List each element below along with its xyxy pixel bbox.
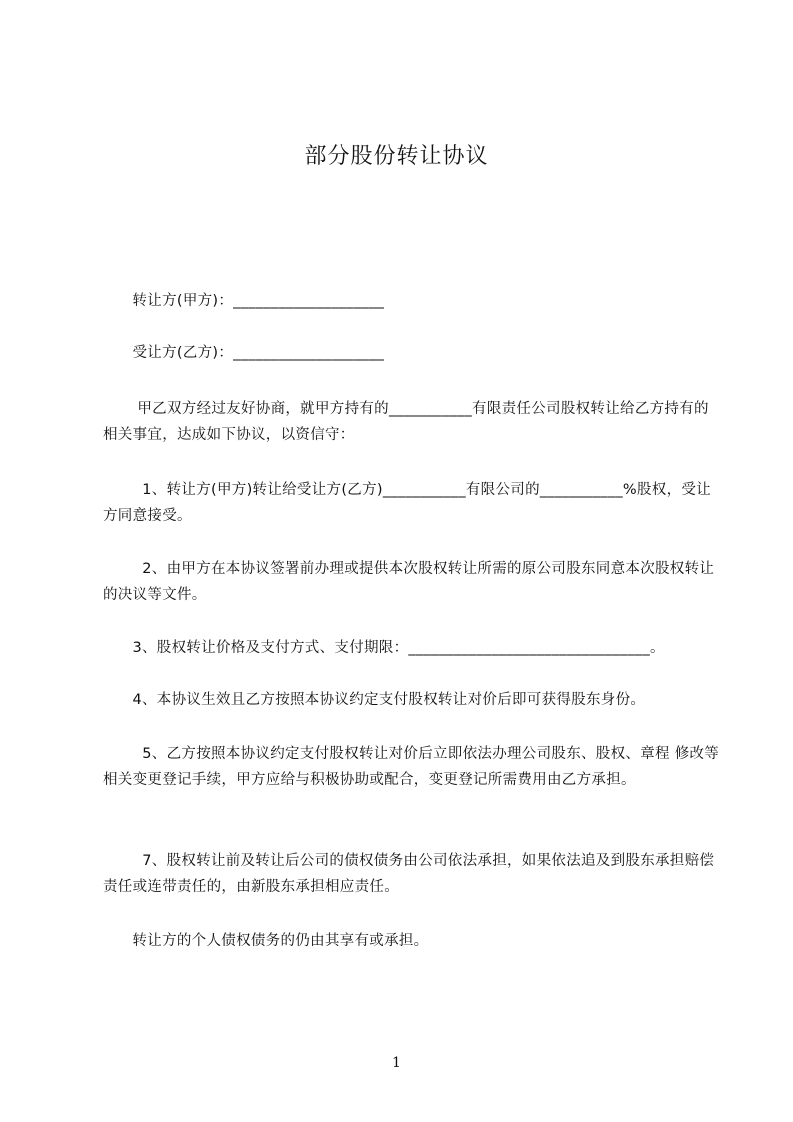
clause-3: 3、股权转让价格及支付方式、支付期限：________________________________。 bbox=[103, 640, 665, 656]
page-number: 1 bbox=[392, 1055, 401, 1071]
clause-7: 7、股权转让前及转让后公司的债权债务由公司依法承担，如果依法追及到股东承担赔偿责任或连带责任的，由新股东承担相应责任。 bbox=[103, 853, 715, 895]
clause-1: 1、转让方(甲方)转让给受让方(乙方)___________有限公司的___________%股权，受让方同意接受。 bbox=[103, 482, 712, 524]
clause-5: 5、乙方按照本协议约定支付股权转让对价后立即依法办理公司股东、股权、章程 修改等相关变更登记手续，甲方应给与积极协助或配合，变更登记所需费用由乙方承担。 bbox=[103, 746, 720, 788]
party-b-line: 受让方(乙方)：____________________ bbox=[103, 345, 385, 361]
preamble-paragraph: 甲乙双方经过友好协商，就甲方持有的___________有限责任公司股权转让给乙方持有的相关事宜，达成如下协议，以资信守： bbox=[103, 401, 709, 443]
clause-2: 2、由甲方在本协议签署前办理或提供本次股权转让所需的原公司股东同意本次股权转让的决议等文件。 bbox=[103, 561, 715, 603]
document-title: 部分股份转让协议 bbox=[304, 144, 489, 169]
personal-debt-note: 转让方的个人债权债务的仍由其享有或承担。 bbox=[103, 933, 429, 949]
party-a-line: 转让方(甲方)：____________________ bbox=[103, 293, 385, 309]
clause-4: 4、本协议生效且乙方按照本协议约定支付股权转让对价后即可获得股东身份。 bbox=[103, 692, 646, 708]
